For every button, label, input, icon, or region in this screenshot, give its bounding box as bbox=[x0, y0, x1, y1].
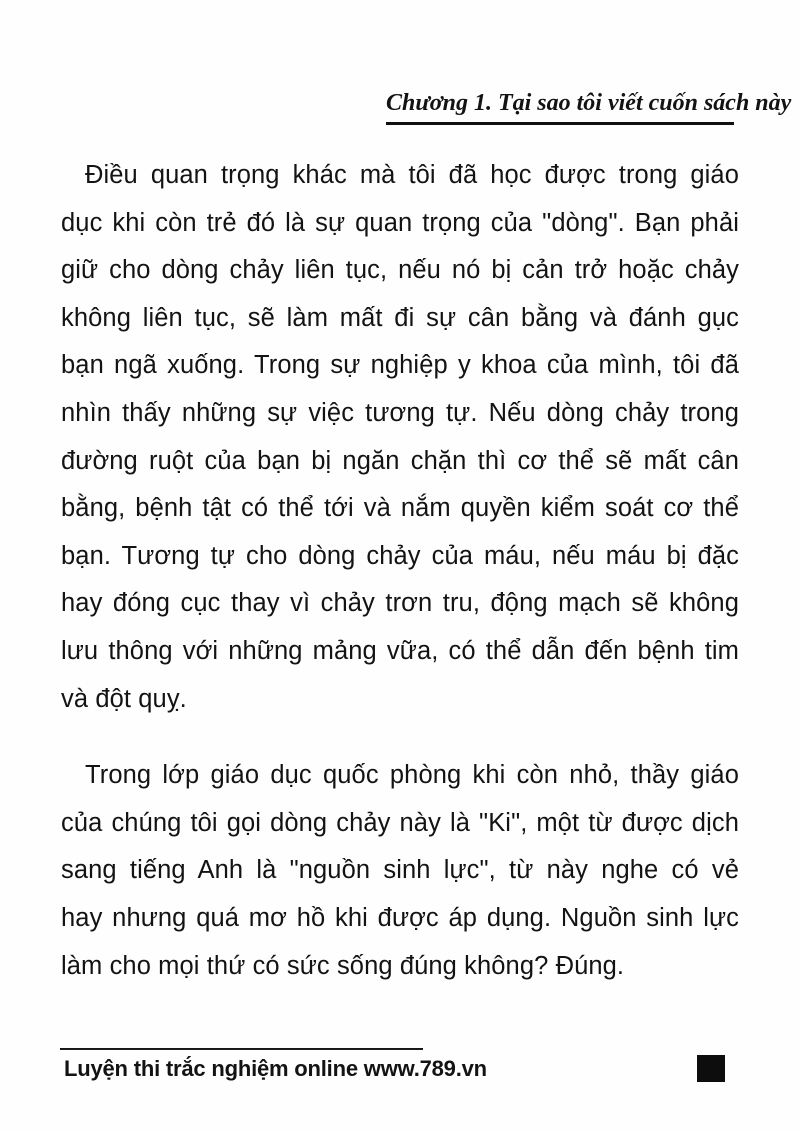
body-line: Điều quan trọng khác mà tôi đã học được trong giáo bbox=[85, 161, 739, 189]
page-marker-square bbox=[697, 1055, 725, 1082]
body-line: hay đóng cục thay vì chảy trơn tru, động mạch sẽ không bbox=[61, 589, 739, 618]
body-line: sang tiếng Anh là "nguồn sinh lực", từ này nghe có vẻ bbox=[61, 856, 739, 885]
body-text bbox=[61, 152, 739, 990]
paragraph-2 bbox=[61, 752, 739, 990]
body-line: bạn ngã xuống. Trong sự nghiệp y khoa của mình, tôi đã bbox=[61, 351, 739, 380]
body-line: không liên tục, sẽ làm mất đi sự cân bằng và đánh gục bbox=[61, 303, 739, 332]
body-line: làm cho mọi thứ có sức sống đúng không? Đúng. bbox=[61, 951, 625, 980]
body-line: đường ruột của bạn bị ngăn chặn thì cơ thể sẽ mất cân bbox=[61, 446, 739, 475]
body-line: lưu thông với những mảng vữa, có thể dẫn đến bệnh tim bbox=[61, 636, 739, 665]
body-line: Trong lớp giáo dục quốc phòng khi còn nhỏ, thầy giáo bbox=[85, 761, 739, 790]
chapter-header: Chương 1. Tại sao tôi viết cuốn sách này bbox=[386, 88, 734, 125]
body-line: bằng, bệnh tật có thể tới và nắm quyền kiểm soát cơ thể bbox=[61, 494, 739, 523]
body-line: hay nhưng quá mơ hồ khi được áp dụng. Nguồn sinh lực bbox=[61, 903, 739, 932]
body-line: nhìn thấy những sự việc tương tự. Nếu dòng chảy trong bbox=[61, 398, 739, 427]
footer-text: Luyện thi trắc nghiệm online www.789.vn bbox=[64, 1056, 487, 1081]
body-line: và đột quỵ. bbox=[61, 684, 187, 713]
body-line: giữ cho dòng chảy liên tục, nếu nó bị cản trở hoặc chảy bbox=[61, 256, 739, 285]
body-line: dục khi còn trẻ đó là sự quan trọng của "dòng". Bạn phải bbox=[61, 208, 739, 237]
body-line: của chúng tôi gọi dòng chảy này là "Ki", một từ được dịch bbox=[61, 808, 739, 837]
body-line: bạn. Tương tự cho dòng chảy của máu, nếu máu bị đặc bbox=[61, 541, 739, 570]
footer-rule bbox=[60, 1048, 423, 1050]
paragraph-1 bbox=[61, 152, 739, 723]
